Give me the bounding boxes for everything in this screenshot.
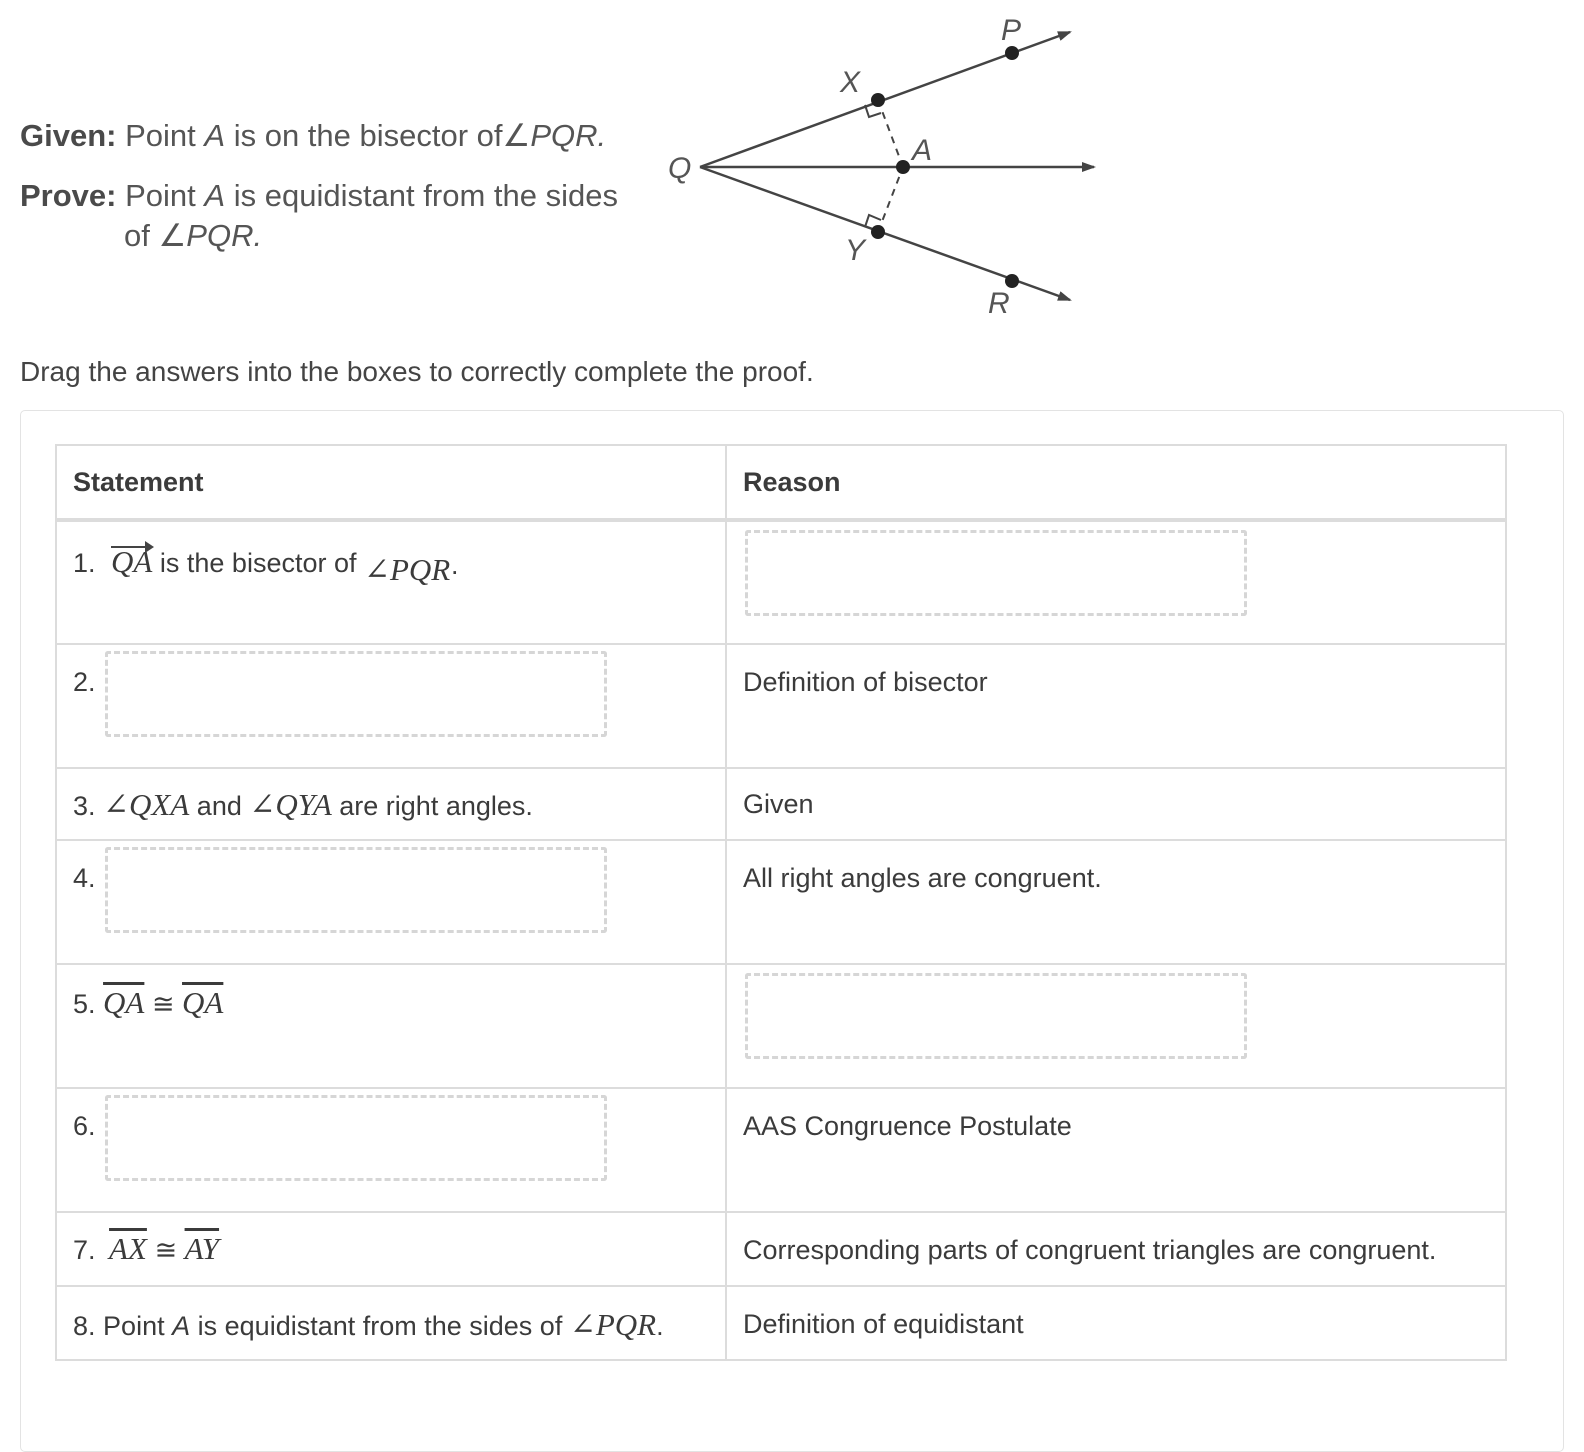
statement-suffix: · [450, 556, 460, 586]
given-text: Point [125, 118, 196, 153]
reason-drop-box-1[interactable] [745, 530, 1247, 616]
table-header-row [56, 445, 1506, 520]
statement-var: A [172, 1311, 191, 1341]
ray-qa-notation: QA [111, 544, 153, 579]
reason-cell: Corresponding parts of congruent triangles are congruent. [726, 1212, 1506, 1286]
angle-qxa: ∠QXA [103, 787, 190, 822]
prove-text-3: of [124, 218, 150, 253]
table-row [56, 964, 1506, 1088]
label-x: X [840, 66, 861, 99]
point-p [1005, 46, 1019, 60]
row-number: 4. [73, 863, 96, 893]
table-row [56, 520, 1506, 644]
prove-text: Point [125, 178, 196, 213]
point-a [896, 160, 910, 174]
segment-ya [878, 167, 903, 232]
label-q: Q [668, 152, 692, 185]
given-var: A [204, 118, 226, 153]
instructions: Drag the answers into the boxes to correctly complete the proof. [20, 356, 814, 387]
row-number: 7. [73, 1235, 96, 1265]
statement-cell [56, 520, 726, 644]
segment-ax: $\overline{AX}$ [109, 1231, 147, 1266]
reason-cell [726, 964, 1506, 1088]
statement-header: Statement [56, 445, 726, 520]
table-row [56, 644, 1506, 768]
congruent-symbol: ≅ [151, 989, 175, 1019]
prove-angle: ∠PQR. [158, 218, 263, 253]
row-number: 8. [73, 1311, 96, 1341]
segment-xa [878, 100, 903, 167]
prove-label: Prove: [20, 178, 117, 213]
prove-var: A [204, 178, 226, 213]
given-angle: ∠PQR. [502, 118, 607, 153]
label-a: A [912, 134, 933, 167]
congruent-symbol: ≅ [154, 1235, 178, 1265]
statement-text: and [196, 791, 242, 821]
reason-cell: Definition of equidistant [726, 1286, 1506, 1360]
angle-qya: ∠QYA [249, 787, 332, 822]
reason-cell: AAS Congruence Postulate [726, 1088, 1506, 1212]
point-r [1005, 274, 1019, 288]
segment-qa: $\overline{QA}$ [103, 985, 145, 1020]
row-number: 3. [73, 791, 96, 821]
statement-text-2: are right angles. [339, 791, 533, 821]
angle-bisector-diagram [660, 10, 1120, 330]
given-text-2: is on the bisector of [233, 118, 503, 153]
statement-cell [56, 1088, 726, 1212]
label-r: R [988, 287, 1010, 320]
table-row [56, 1286, 1506, 1360]
table-row [56, 768, 1506, 840]
proof-table [55, 444, 1507, 1361]
row-number: 6. [73, 1111, 96, 1141]
statement-text: Point [103, 1311, 165, 1341]
reason-cell: Definition of bisector [726, 644, 1506, 768]
row-number: 1. [73, 548, 96, 578]
statement-text: is the bisector of [159, 548, 357, 578]
row-number: 5. [73, 989, 96, 1019]
label-y: Y [845, 234, 866, 267]
statement-text-2: is equidistant from the sides of [197, 1311, 563, 1341]
given-line [20, 118, 606, 154]
reason-cell: All right angles are congruent. [726, 840, 1506, 964]
segment-qa-2: $\overline{QA}$ [182, 985, 224, 1020]
statement-cell [56, 644, 726, 768]
statement-cell [56, 768, 726, 840]
statement-cell [56, 840, 726, 964]
point-y [871, 225, 885, 239]
table-row [56, 840, 1506, 964]
statement-cell [56, 1212, 726, 1286]
prove-line [20, 178, 618, 214]
reason-drop-box-5[interactable] [745, 973, 1247, 1059]
point-x [871, 93, 885, 107]
given-label: Given: [20, 118, 117, 153]
table-row [56, 1088, 1506, 1212]
statement-drop-box-6[interactable] [105, 1095, 607, 1181]
reason-header: Reason [726, 445, 1506, 520]
statement-angle: ∠PQR [569, 1307, 657, 1342]
label-p: P [1001, 14, 1022, 47]
prove-text-2: is equidistant from the sides [233, 178, 618, 213]
row-number: 2. [73, 667, 96, 697]
statement-drop-box-2[interactable] [105, 651, 607, 737]
reason-cell [726, 520, 1506, 644]
prove-line-2 [124, 218, 262, 254]
statement-cell [56, 1286, 726, 1360]
statement-suffix: . [656, 1311, 664, 1341]
statement-drop-box-4[interactable] [105, 847, 607, 933]
segment-ay: $\overline{AY}$ [184, 1231, 220, 1266]
reason-cell: Given [726, 768, 1506, 840]
table-row [56, 1212, 1506, 1286]
statement-cell [56, 964, 726, 1088]
statement-angle: ∠PQR [364, 552, 451, 587]
